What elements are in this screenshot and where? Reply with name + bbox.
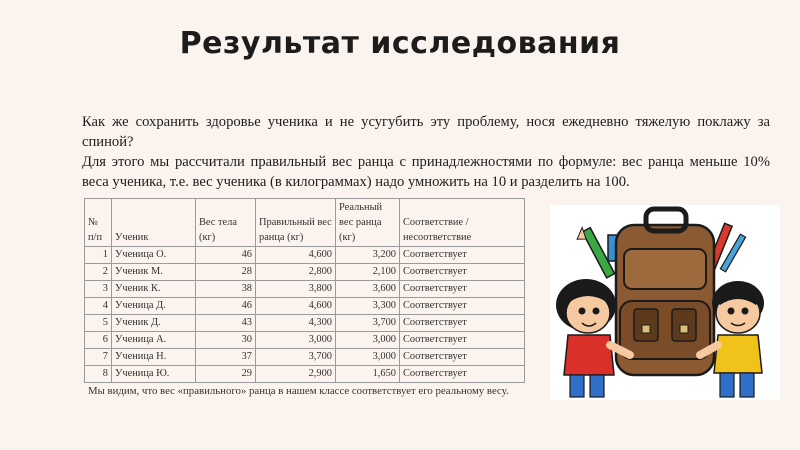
col-header-num: № п/п — [85, 199, 112, 247]
table-row — [85, 315, 525, 332]
cell-correct-weight: 3,700 — [256, 349, 336, 366]
cell-weight: 38 — [196, 281, 256, 298]
intro-method: Для этого мы рассчитали правильный вес ранца с принадлежностями по формуле: вес ранца меньше 10% веса ученика, т.е. вес ученика (в килограммах) надо умножить на 10 и разделить на 100. — [82, 154, 770, 190]
cell-num: 6 — [85, 332, 112, 349]
children-backpack-image — [550, 205, 780, 400]
table-row — [85, 281, 525, 298]
conclusion-text: Мы видим, что вес «правильного» ранца в нашем классе соответствует его реальному весу. — [88, 385, 509, 397]
cell-correct-weight: 4,300 — [256, 315, 336, 332]
table-header-row — [85, 199, 525, 247]
cell-num: 7 — [85, 349, 112, 366]
table-row — [85, 349, 525, 366]
col-header-match: Соответствие /несоответствие — [400, 199, 525, 247]
cell-student: Ученица О. — [112, 247, 196, 264]
slide-title: Результат исследования — [179, 26, 621, 61]
cell-real-weight: 2,100 — [336, 264, 400, 281]
cell-real-weight: 3,300 — [336, 298, 400, 315]
cell-num: 5 — [85, 315, 112, 332]
cell-student: Ученик М. — [112, 264, 196, 281]
cell-weight: 46 — [196, 298, 256, 315]
cell-correct-weight: 3,000 — [256, 332, 336, 349]
cell-match: Соответствует — [400, 315, 525, 332]
children-carrying-backpack-icon — [550, 205, 780, 400]
cell-real-weight: 3,000 — [336, 349, 400, 366]
cell-weight: 43 — [196, 315, 256, 332]
cell-real-weight: 3,600 — [336, 281, 400, 298]
cell-real-weight: 3,700 — [336, 315, 400, 332]
cell-match: Соответствует — [400, 281, 525, 298]
cell-student: Ученица Ю. — [112, 366, 196, 383]
col-header-real-weight: Реальный вес ранца (кг) — [336, 199, 400, 247]
cell-correct-weight: 4,600 — [256, 247, 336, 264]
cell-real-weight: 3,200 — [336, 247, 400, 264]
col-header-correct-weight: Правильный вес ранца (кг) — [256, 199, 336, 247]
cell-correct-weight: 4,600 — [256, 298, 336, 315]
intro-question: Как же сохранить здоровье ученика и не усугубить эту проблему, нося ежедневно тяжелую поклажу за спиной? — [82, 114, 770, 150]
cell-student: Ученик К. — [112, 281, 196, 298]
cell-num: 2 — [85, 264, 112, 281]
cell-match: Соответствует — [400, 366, 525, 383]
intro-text — [82, 112, 770, 192]
cell-num: 3 — [85, 281, 112, 298]
cell-student: Ученица А. — [112, 332, 196, 349]
cell-weight: 28 — [196, 264, 256, 281]
table-row — [85, 264, 525, 281]
cell-correct-weight: 2,900 — [256, 366, 336, 383]
col-header-student: Ученик — [112, 199, 196, 247]
cell-match: Соответствует — [400, 247, 525, 264]
cell-num: 8 — [85, 366, 112, 383]
cell-weight: 37 — [196, 349, 256, 366]
cell-match: Соответствует — [400, 332, 525, 349]
cell-weight: 29 — [196, 366, 256, 383]
cell-student: Ученица Д. — [112, 298, 196, 315]
cell-student: Ученица Н. — [112, 349, 196, 366]
cell-num: 1 — [85, 247, 112, 264]
results-table — [84, 198, 525, 383]
cell-correct-weight: 3,800 — [256, 281, 336, 298]
cell-weight: 46 — [196, 247, 256, 264]
backpack-icon — [616, 209, 714, 375]
cell-real-weight: 3,000 — [336, 332, 400, 349]
cell-match: Соответствует — [400, 264, 525, 281]
cell-match: Соответствует — [400, 349, 525, 366]
cell-correct-weight: 2,800 — [256, 264, 336, 281]
col-header-weight: Вес тела (кг) — [196, 199, 256, 247]
table-row — [85, 298, 525, 315]
cell-match: Соответствует — [400, 298, 525, 315]
table-row — [85, 332, 525, 349]
cell-student: Ученик Д. — [112, 315, 196, 332]
table-row — [85, 247, 525, 264]
cell-weight: 30 — [196, 332, 256, 349]
cell-real-weight: 1,650 — [336, 366, 400, 383]
cell-num: 4 — [85, 298, 112, 315]
